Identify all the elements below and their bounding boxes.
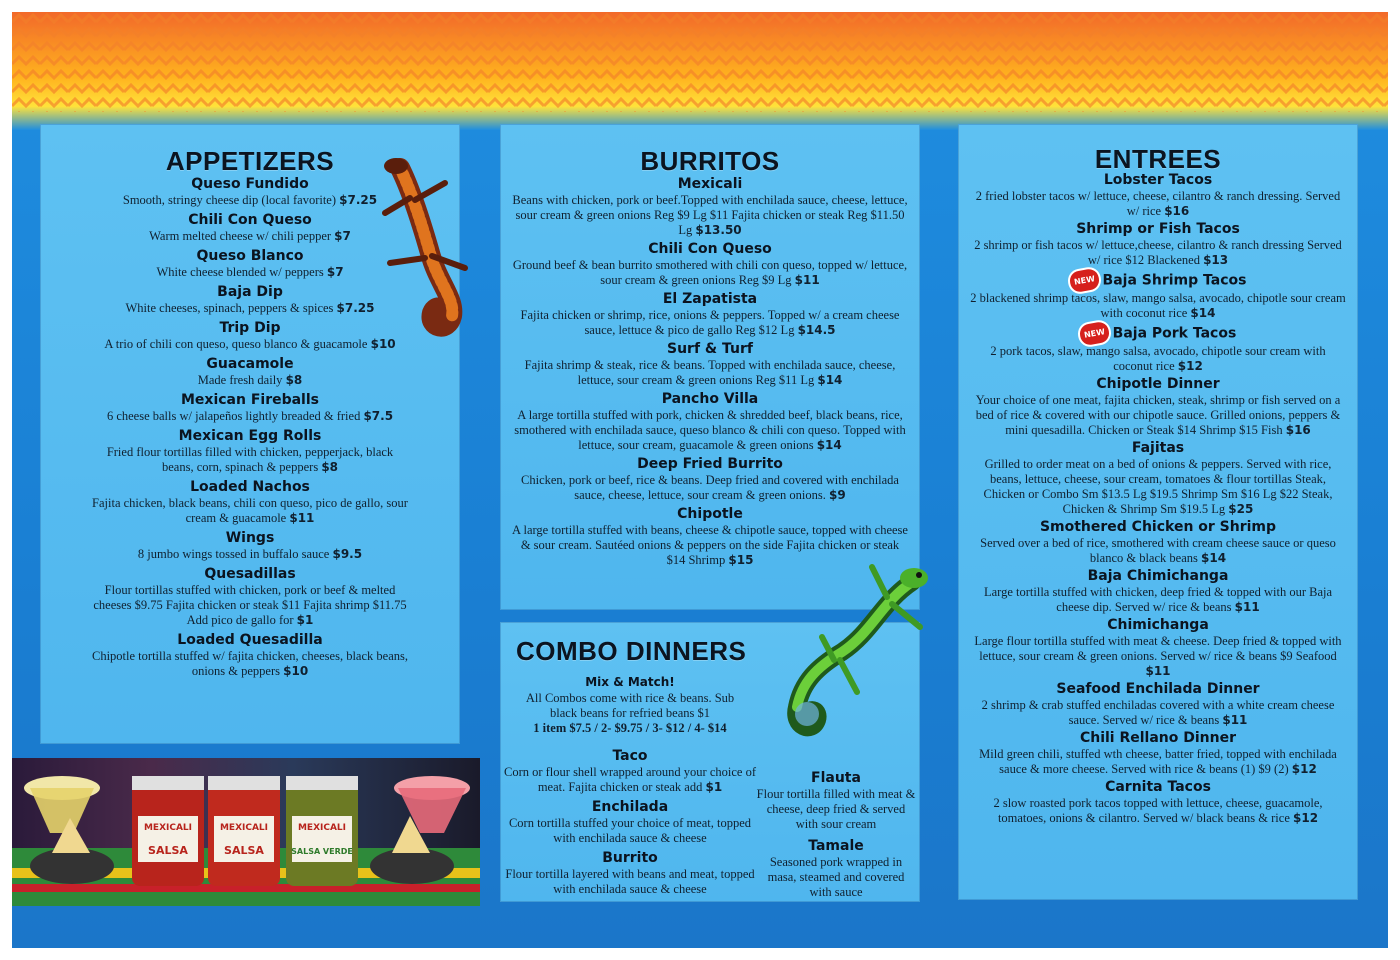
entree-item-title: Chili Rellano Dinner xyxy=(1079,730,1237,746)
burrito-item-price: $13.50 xyxy=(695,223,742,237)
burrito-item xyxy=(510,391,910,453)
combo-left-item-desc-text: Corn tortilla stuffed your choice of meat, topped with enchilada sauce & cheese xyxy=(508,816,752,845)
appetizer-item-desc xyxy=(90,193,410,208)
burrito-item-title: Mexicali xyxy=(677,176,743,192)
appetizer-item-title: Trip Dip xyxy=(219,320,281,336)
appetizer-item-price: $7 xyxy=(334,229,351,243)
combo-left-item-title: Burrito xyxy=(602,850,658,866)
combo-left-item xyxy=(500,799,760,846)
entree-item xyxy=(970,568,1346,615)
entree-item xyxy=(970,519,1346,566)
entree-item-desc xyxy=(970,344,1346,374)
entree-item-price: $25 xyxy=(1228,502,1254,516)
entree-item-name xyxy=(970,519,1346,536)
appetizer-item-desc-text: Smooth, stringy cheese dip (local favorite) xyxy=(122,193,340,207)
entree-item-desc-text: 2 shrimp & crab stuffed enchiladas covered with a white cream cheese sauce. Served w/ rice & beans xyxy=(981,698,1335,727)
burritos-panel xyxy=(500,124,920,610)
appetizer-item-name xyxy=(90,356,410,373)
burritos-title: BURRITOS xyxy=(640,146,780,176)
appetizer-item-desc xyxy=(90,337,410,352)
appetizer-item-name xyxy=(90,176,410,193)
entree-item-desc-text: Grilled to order meat on a bed of onions & peppers. Served with rice, beans, lettuce, cheese, sour cream, tomatoes & flour tortillas Steak, Chicken or Combo Sm $13.5 Lg $19.5 Shrimp Sm $16 Lg $22 Steak, Chicken & Shrimp Sm $19.5 Lg xyxy=(983,457,1333,516)
entree-item xyxy=(970,617,1346,679)
appetizer-item-desc xyxy=(90,547,410,562)
entree-item xyxy=(970,270,1346,321)
burrito-item-name xyxy=(510,506,910,523)
entree-item-name xyxy=(970,323,1346,344)
combo-left-item-desc-text: Flour tortilla layered with beans and meat, topped with enchilada sauce & cheese xyxy=(505,867,755,896)
appetizer-item-desc-text: Flour tortillas stuffed with chicken, pork or beef & melted cheeses $9.75 Fajita chicken or steak $11 Fajita shrimp $11.75 Add pico de gallo for xyxy=(93,583,407,627)
entree-item-price: $16 xyxy=(1164,204,1190,218)
entree-item-title: Baja Pork Tacos xyxy=(1112,325,1237,342)
appetizer-item xyxy=(90,356,410,388)
combo-left-item-desc-text: Corn or flour shell wrapped around your choice of meat. Fajita chicken or steak add xyxy=(503,765,756,794)
burrito-item-desc-text: Fajita shrimp & steak, rice & beans. Topped with enchilada sauce, cheese, lettuce, sour cream & green onions Reg $11 Lg xyxy=(524,358,896,387)
entree-item-name xyxy=(970,376,1346,393)
jar2-label: SALSA xyxy=(224,844,264,857)
burrito-item-price: $15 xyxy=(728,553,754,567)
appetizer-item xyxy=(90,284,410,316)
entree-item-price: $12 xyxy=(1177,359,1203,373)
appetizer-item-title: Mexican Egg Rolls xyxy=(178,428,322,444)
appetizer-item-name xyxy=(90,212,410,229)
combo-left-item-name xyxy=(500,799,760,816)
appetizer-item-desc xyxy=(90,409,410,424)
salsa-photo-drawing xyxy=(12,758,480,906)
entree-item-desc-text: 2 shrimp or fish tacos w/ lettuce,cheese, cilantro & ranch dressing Served w/ rice $12 Blackened xyxy=(974,238,1342,267)
appetizer-item-name xyxy=(90,479,410,496)
appetizer-item-price: $11 xyxy=(289,511,315,525)
entree-item-desc xyxy=(970,796,1346,826)
entree-item-desc-text: Your choice of one meat, fajita chicken, steak, shrimp or fish served on a bed of rice & covered with our chipotle sauce. Grilled onions, peppers & mini quesadilla. Chicken or Steak $14 Shrimp $15 Fish xyxy=(975,393,1341,437)
burrito-item-name xyxy=(510,241,910,258)
appetizer-item-desc xyxy=(90,583,410,628)
combo-right-item-desc xyxy=(756,855,916,900)
entree-item-name xyxy=(970,617,1346,634)
combo-left-item xyxy=(500,850,760,897)
burrito-item-title: El Zapatista xyxy=(662,291,758,307)
appetizer-item-desc-text: Chipotle tortilla stuffed w/ fajita chicken, cheeses, black beans, onions & peppers xyxy=(92,649,408,678)
burrito-item-desc-text: Ground beef & bean burrito smothered with chili con queso, topped w/ lettuce, sour cream & green onions Reg $9 Lg xyxy=(512,258,908,287)
burrito-item-title: Chili Con Queso xyxy=(648,241,772,257)
appetizer-item xyxy=(90,212,410,244)
entree-item-price: $16 xyxy=(1285,423,1311,437)
entree-item xyxy=(970,730,1346,777)
burrito-item xyxy=(510,456,910,503)
burrito-item-desc-text: A large tortilla stuffed with beans, cheese & chipotle sauce, topped with cheese & sour cream. Sautéed onions & peppers on the side Fajita chicken or steak $14 Shrimp xyxy=(512,523,908,567)
appetizer-item xyxy=(90,428,410,475)
burrito-item-name xyxy=(510,341,910,358)
entree-item-name xyxy=(970,221,1346,238)
zigzag-banner xyxy=(12,12,1388,130)
entree-item-desc xyxy=(970,238,1346,268)
combo-right-item-name xyxy=(756,838,916,855)
burrito-item-name xyxy=(510,391,910,408)
appetizer-item-title: Queso Blanco xyxy=(196,248,304,264)
combo-left-item-desc xyxy=(500,765,760,795)
entree-item-desc xyxy=(970,747,1346,777)
entree-item-name xyxy=(970,440,1346,457)
burrito-item-desc-text: Chicken, pork or beef, rice & beans. Deep fried and covered with enchilada sauce, cheese, lettuce, sour cream & green onions. xyxy=(521,473,899,502)
appetizer-item-desc-text: 6 cheese balls w/ jalapeños lightly breaded & fried xyxy=(106,409,364,423)
entree-item-title: Smothered Chicken or Shrimp xyxy=(1039,519,1277,535)
combo-panel xyxy=(500,622,920,902)
combo-intro xyxy=(500,674,760,736)
appetizers-list xyxy=(90,176,410,683)
entree-item-price: $11 xyxy=(1234,600,1260,614)
entree-item-name xyxy=(970,270,1346,291)
appetizer-item-desc-text: Made fresh daily xyxy=(197,373,286,387)
appetizer-item-price: $7 xyxy=(326,265,344,279)
burrito-item xyxy=(510,291,910,338)
burrito-item-desc xyxy=(510,258,910,288)
burrito-item-desc xyxy=(510,408,910,453)
appetizer-item-desc-text: 8 jumbo wings tossed in buffalo sauce xyxy=(137,547,333,561)
entree-item-title: Baja Chimichanga xyxy=(1087,568,1229,584)
entree-item-price: $14 xyxy=(1190,306,1216,320)
appetizer-item-price: $7.25 xyxy=(339,193,378,207)
combo-right-list xyxy=(756,770,916,906)
entree-item-title: Lobster Tacos xyxy=(1103,172,1213,188)
combo-left-item xyxy=(500,748,760,795)
entree-item xyxy=(970,681,1346,728)
burrito-item xyxy=(510,341,910,388)
entree-item xyxy=(970,376,1346,438)
combo-subtitle: Mix & Match! xyxy=(585,675,675,689)
entree-item-price: $12 xyxy=(1291,762,1317,776)
new-badge: NEW xyxy=(1078,321,1110,347)
appetizer-item xyxy=(90,530,410,562)
combo-pricing: 1 item $7.5 / 2- $9.75 / 3- $12 / 4- $14 xyxy=(533,721,727,735)
combo-title: COMBO DINNERS xyxy=(516,636,747,666)
combo-left-item-title: Enchilada xyxy=(591,799,669,815)
entree-item-name xyxy=(970,568,1346,585)
entree-item-desc-text: Large flour tortilla stuffed with meat & cheese. Deep fried & topped with lettuce, sour cream & green onions. Served w/ rice & beans $9 Seafood xyxy=(974,634,1342,663)
appetizer-item-price: $8 xyxy=(285,373,303,387)
entree-item-desc-text: 2 blackened shrimp tacos, slaw, mango salsa, avocado, chipotle sour cream with coconut rice xyxy=(970,291,1346,320)
appetizer-item-title: Mexican Fireballs xyxy=(180,392,319,408)
jar1-brand: MEXICALI xyxy=(143,823,193,833)
appetizers-title: APPETIZERS xyxy=(165,146,335,176)
appetizer-item-title: Quesadillas xyxy=(204,566,296,582)
menu-page xyxy=(12,12,1388,948)
entree-item-desc-text: Served over a bed of rice, smothered with cream cheese sauce or queso blanco & black beans xyxy=(980,536,1336,565)
combo-left-item-price: $1 xyxy=(705,780,723,794)
combo-right-item-title: Tamale xyxy=(808,838,864,854)
entree-item-title: Fajitas xyxy=(1131,440,1185,456)
appetizer-item-name xyxy=(90,392,410,409)
combo-right-item xyxy=(756,770,916,832)
appetizer-item-desc xyxy=(90,265,410,280)
burrito-item-name xyxy=(510,291,910,308)
appetizer-item-desc xyxy=(90,496,410,526)
entree-item-desc xyxy=(970,291,1346,321)
entrees-panel xyxy=(958,124,1358,900)
burrito-item-desc xyxy=(510,308,910,338)
entree-item-name xyxy=(970,681,1346,698)
jar2-brand: MEXICALI xyxy=(219,823,269,833)
appetizer-item-price: $7.5 xyxy=(363,409,394,423)
burrito-item-desc xyxy=(510,358,910,388)
burrito-item-price: $9 xyxy=(829,488,846,502)
appetizer-item-desc xyxy=(90,373,410,388)
entrees-list xyxy=(970,172,1346,828)
entree-item-title: Carnita Tacos xyxy=(1105,779,1211,795)
jar3-label: SALSA VERDE xyxy=(291,847,353,856)
gecko-icon xyxy=(762,542,932,742)
appetizer-item-title: Chili Con Queso xyxy=(188,212,312,228)
burrito-item-title: Deep Fried Burrito xyxy=(637,456,783,472)
combo-right-item xyxy=(756,838,916,900)
burrito-item-title: Chipotle xyxy=(677,506,743,522)
burrito-item xyxy=(510,176,910,238)
appetizer-item-desc-text: White cheese blended w/ peppers xyxy=(156,265,327,279)
burrito-item-price: $14.5 xyxy=(797,323,836,337)
burrito-item xyxy=(510,241,910,288)
appetizer-item xyxy=(90,566,410,628)
burrito-item-title: Surf & Turf xyxy=(667,341,753,357)
entree-item-desc-text: Large tortilla stuffed with chicken, deep fried & topped with our Baja cheese dip. Served w/ rice & beans xyxy=(983,585,1333,614)
burrito-item-desc-text: A large tortilla stuffed with pork, chicken & shredded beef, black beans, rice, smothered with enchilada sauce, queso blanco & chili con queso. Topped with lettuce, sour cream, guacamole & green onions xyxy=(514,408,906,452)
entree-item-price: $11 xyxy=(1222,713,1248,727)
entree-item xyxy=(970,440,1346,517)
entree-item-title: Chimichanga xyxy=(1107,617,1209,633)
burrito-item-price: $14 xyxy=(817,373,843,387)
appetizer-item-desc xyxy=(90,229,410,244)
entree-item-title: Chipotle Dinner xyxy=(1096,376,1220,392)
burrito-item-price: $11 xyxy=(794,273,820,287)
entree-item-desc-text: Mild green chili, stuffed wth cheese, batter fried, topped with enchilada sauce & more cheese. Served with rice & beans (1) $9 (2) xyxy=(979,747,1337,776)
burrito-item-desc-text: Fajita chicken or shrimp, rice, onions & peppers. Topped w/ a cream cheese sauce, lettuce & pico de gallo Reg $12 Lg xyxy=(520,308,900,337)
entree-item-desc xyxy=(970,585,1346,615)
burrito-item-price: $14 xyxy=(816,438,842,452)
appetizer-item xyxy=(90,248,410,280)
burrito-item-name xyxy=(510,176,910,193)
combo-right-item-title: Flauta xyxy=(811,770,861,786)
entree-item-name xyxy=(970,172,1346,189)
combo-right-item-desc-text: Seasoned pork wrapped in masa, steamed and covered with sauce xyxy=(767,855,905,899)
appetizer-item-title: Loaded Nachos xyxy=(190,479,310,495)
appetizer-item-desc xyxy=(90,301,410,316)
entree-item xyxy=(970,323,1346,374)
burrito-item-title: Pancho Villa xyxy=(661,391,759,407)
appetizer-item-name xyxy=(90,428,410,445)
appetizer-item-title: Loaded Quesadilla xyxy=(177,632,323,648)
burritos-list xyxy=(510,176,910,571)
entree-item-desc xyxy=(970,536,1346,566)
combo-right-item-desc-text: Flour tortilla filled with meat & cheese, deep fried & served with sour cream xyxy=(756,787,916,831)
jar3-brand: MEXICALI xyxy=(297,823,347,833)
entree-item-name xyxy=(970,730,1346,747)
combo-left-item-desc xyxy=(500,816,760,846)
combo-right-item-desc xyxy=(756,787,916,832)
entree-item-price: $14 xyxy=(1201,551,1227,565)
combo-right-item-name xyxy=(756,770,916,787)
entrees-title: ENTREES xyxy=(1094,144,1222,174)
entree-item-desc xyxy=(970,457,1346,517)
burrito-item-desc xyxy=(510,473,910,503)
burrito-item-desc-text: Beans with chicken, pork or beef.Topped with enchilada sauce, cheese, lettuce, sour cream & green onions Reg $9 Lg $11 Fajita chicken or steak Reg $11.50 Lg xyxy=(512,193,908,237)
appetizer-item-desc xyxy=(90,445,410,475)
combo-left-item-desc xyxy=(500,867,760,897)
appetizer-item-name xyxy=(90,632,410,649)
appetizer-item-name xyxy=(90,248,410,265)
appetizer-item-name xyxy=(90,566,410,583)
appetizer-item-price: $7.25 xyxy=(336,301,375,315)
combo-left-item-title: Taco xyxy=(612,748,648,764)
appetizer-item xyxy=(90,176,410,208)
entree-item-title: Shrimp or Fish Tacos xyxy=(1076,221,1240,237)
entree-item-price: $11 xyxy=(1145,664,1171,678)
appetizer-item-title: Guacamole xyxy=(206,356,294,372)
entree-item-price: $13 xyxy=(1203,253,1229,267)
jar1-label: SALSA xyxy=(148,844,188,857)
combo-left-item-name xyxy=(500,748,760,765)
entree-item-desc xyxy=(970,698,1346,728)
appetizer-item-price: $9.5 xyxy=(332,547,363,561)
appetizer-item-price: $1 xyxy=(296,613,314,627)
salsa-photo xyxy=(12,758,480,906)
entree-item-desc-text: 2 pork tacos, slaw, mango salsa, avocado, chipotle sour cream with coconut rice xyxy=(990,344,1326,373)
new-badge: NEW xyxy=(1068,268,1100,294)
combo-left-item-name xyxy=(500,850,760,867)
entree-item-desc-text: 2 fried lobster tacos w/ lettuce, cheese, cilantro & ranch dressing. Served w/ rice xyxy=(975,189,1341,218)
appetizer-item-price: $10 xyxy=(370,337,396,351)
entree-item-title: Baja Shrimp Tacos xyxy=(1102,272,1247,289)
appetizer-item-desc-text: White cheeses, spinach, peppers & spices xyxy=(125,301,337,315)
appetizer-item-desc-text: A trio of chili con queso, queso blanco & guacamole xyxy=(104,337,371,351)
appetizer-item-title: Wings xyxy=(225,530,275,546)
appetizer-item-desc xyxy=(90,649,410,679)
combo-intro-text: All Combos come with rice & beans. Sub black beans for refried beans $1 xyxy=(525,691,735,720)
appetizer-item-name xyxy=(90,284,410,301)
appetizer-item xyxy=(90,320,410,352)
entree-item-desc xyxy=(970,189,1346,219)
combo-left-list xyxy=(500,748,760,901)
appetizer-item-desc-text: Fajita chicken, black beans, chili con queso, pico de gallo, sour cream & guacamole xyxy=(92,496,408,525)
lizard-icon xyxy=(370,158,480,338)
appetizer-item-name xyxy=(90,320,410,337)
entree-item xyxy=(970,779,1346,826)
entree-item-title: Seafood Enchilada Dinner xyxy=(1056,681,1260,697)
burrito-item-name xyxy=(510,456,910,473)
entree-item-desc xyxy=(970,393,1346,438)
burrito-item-desc xyxy=(510,193,910,238)
appetizer-item-desc-text: Warm melted cheese w/ chili pepper xyxy=(149,229,335,243)
appetizer-item-price: $8 xyxy=(321,460,339,474)
appetizer-item xyxy=(90,392,410,424)
entree-item xyxy=(970,172,1346,219)
appetizer-item-title: Queso Fundido xyxy=(191,176,309,192)
appetizer-item-price: $10 xyxy=(283,664,309,678)
appetizer-item-title: Baja Dip xyxy=(217,284,283,300)
entree-item-desc xyxy=(970,634,1346,679)
entree-item xyxy=(970,221,1346,268)
appetizer-item-name xyxy=(90,530,410,547)
appetizers-panel xyxy=(40,124,460,744)
appetizer-item xyxy=(90,632,410,679)
appetizer-item-desc-text: Fried flour tortillas filled with chicken, pepperjack, black beans, corn, spinach & peppers xyxy=(106,445,394,474)
appetizer-item xyxy=(90,479,410,526)
entree-item-name xyxy=(970,779,1346,796)
entree-item-price: $12 xyxy=(1293,811,1319,825)
entree-item-desc-text: 2 slow roasted pork tacos topped with lettuce, cheese, guacamole, tomatoes, onions & cilantro. Served w/ black beans & rice xyxy=(993,796,1323,825)
